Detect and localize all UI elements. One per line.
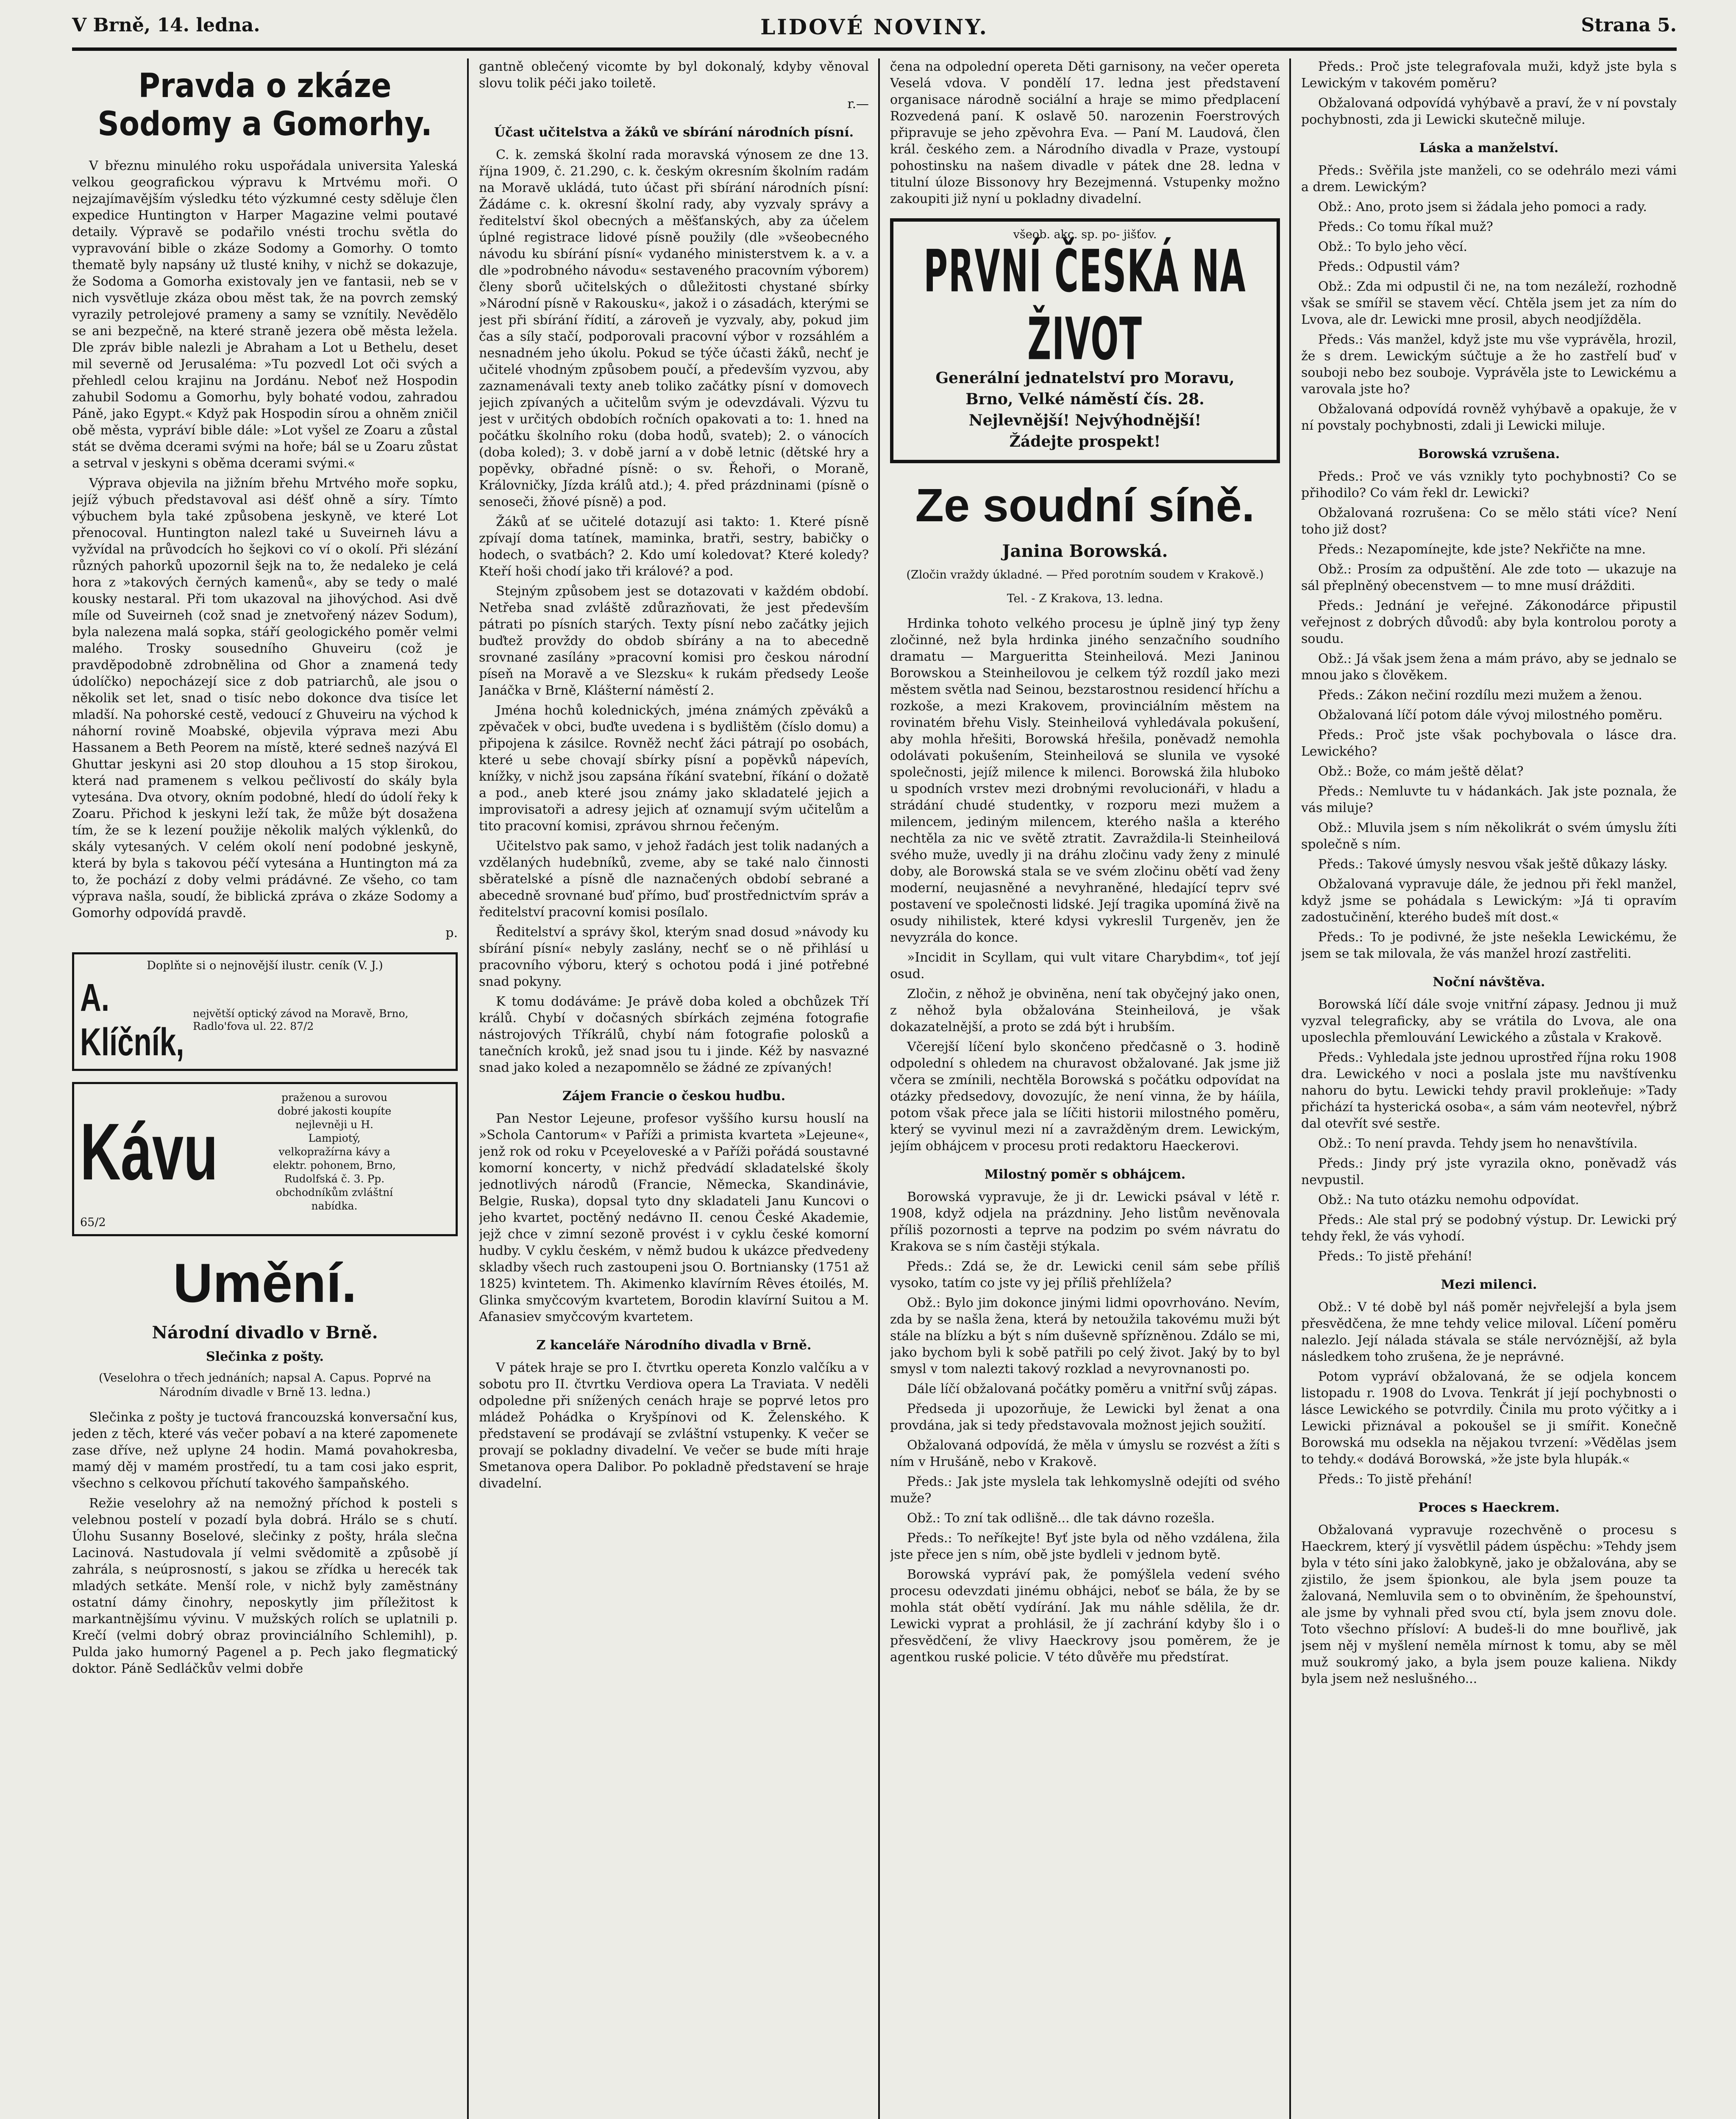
ad-text: největší optický závod na Moravě, Brno, Radlo'fova ul. 22. 87/2 (193, 1007, 409, 1032)
article-heading: Láska a manželství. (1419, 141, 1559, 156)
ad-line: Generální jednatelství pro Moravu, (935, 369, 1235, 387)
paragraph: V pátek hraje se pro I. čtvrtku opereta Konzlo valčíku a v sobotu pro II. čtvrtku Verdiova opera La Traviata. V neděli odpoledne při snížených cenách hraje se poprvé letos pro mládež Pohádka o Kryšpínovi od K. Želenského. K představení se prodávají se zvláštní vstupenky. K večer se provají se pokladny divadelní. Ve večer se bude míti hraje Smetanova opera Dalibor. Po pokladně představení se hraje divadelní. (479, 1360, 869, 1491)
column-1 (72, 58, 458, 2119)
column-4 (1301, 58, 1677, 2119)
paragraph: Borowská líčí dále svoje vnitřní zápasy. Jednou ji muž vyzval telegraficky, aby se vrátila do Lvova, ale ona uposlechla přemlouvání Lewického a zůstala v Krakově. (1301, 997, 1677, 1045)
ad-line: Nejlevnější! Nejvýhodnější! (968, 412, 1202, 429)
paragraph: C. k. zemská školní rada moravská výnosem ze dne 13. října 1909, č. 21.290, c. k. českým okresním školním radám na Moravě ukládá, tuto účast při sbírání národních písní: Žádáme c. k. okresní školní rady, aby vyzvaly správy a ředitelství škol obecných a měšťanských, aby za účelem úplné registrace lidové písně použily (dle »všeobecného návodu ku sbírání písní« vydaného ministerstvem k. a v. a dle »podrobného návodu« sestaveného pracovním výborem) členy sborů učitelských o důležitosti chystané sbírky »Národní písně v Rakousku«, jakož i o zásadách, kterými se jest při sbírání řídití, a zároveň je vyzvaly, aby, pokud jim čas a síly stačí, podporovali pracovní výbor v rozsáhlém a nesnadném jeho úkolu. Pokud se týče účasti žáků, nechť je učitelé vhodným způsobem poučí, a především vyzvou, aby zaznamenávali texty aneb toliko začátky písní v domovech jejich zpívaných a učitelům svým je odevzdávali. Výzvu tu jest v určitých obdobích ročních opakovati a to: 1. hned na počátku školního roku (doba hodů, svateb); 2. o vánocích (doba koled); 3. v době jarní a v době letnic (dětské hry a popěvky, obřadné písně: o sv. Řehoři, o Moraně, Královničky, Jízda králů atd.); 4. před prázdninami (písně o senoseči, žňové písně) a pod. (479, 147, 869, 509)
article-heading: Zájem Francie o českou hudbu. (562, 1089, 786, 1104)
paragraph: Režie veselohry až na nemožný příchod k posteli s velebnou postelí v pozadí byla dobrá. Hrálo se s chutí. Úlohu Susanny Boselové, slečinky z pošty, hrála slečna Lacinová. Nastudovala jí velmi svědomitě a způsobě jí zahrála, s neúprosností, s jakou se zřídka u herecék tak mladých setkáte. Menší role, v nichž byly zaměstnány ostatní dámy činohry, neposkytly jim příležitost k markantnějšímu vývinu. V mužských rolích se uplatnili p. Krečí (velmi dobrý obraz provinciálního Schlemihl), p. Pulda jako humorný Pagenel a p. Pech jako flegmatický doktor. Páně Sedláčkův velmi dobře (72, 1496, 458, 1676)
paragraph: Obžalovaná odpovídá rovněž vyhýbavě a opakuje, že v ní povstaly pochybnosti, zdali ji Lewicki miluje. (1301, 402, 1677, 433)
article-body (479, 147, 869, 1076)
signoff: p. (445, 926, 458, 940)
paragraph: Obžalovaná odpovídá vyhýbavě a praví, že v ní povstaly pochybnosti, zda ji Lewicki skutečně miluje. (1301, 96, 1677, 127)
article-heading: Z kanceláře Národního divadla v Brně. (536, 1338, 812, 1353)
paragraph: Předs.: Zdá se, že dr. Lewicki cenil sám sebe příliš vysoko, tatím co jste vy jej příliš přehlížela? (890, 1259, 1280, 1290)
paragraph: Obž.: Já však jsem žena a mám právo, aby se jednalo se mnou jako s člověkem. (1301, 651, 1677, 683)
paragraph: Předs.: To neříkejte! Byť jste byla od něho vzdálena, žila jste přece jen s ním, obě jste bydleli v jednom bytě. (890, 1531, 1280, 1562)
ad-kavu (72, 1082, 458, 1236)
column-3 (890, 58, 1280, 2119)
ad-code: 65/2 (80, 1216, 106, 1229)
ad-insurance (890, 218, 1280, 463)
play-note: (Veselohra o třech jednáních; napsal A. Capus. Poprvé na Národním divadle v Brně 13. ledna.) (98, 1371, 431, 1399)
article-heading: Mezi milenci. (1441, 1277, 1537, 1292)
paragraph: Stejným způsobem jest se dotazovati v každém období. Netřeba snad zvláště zdůrazňovati, že jest především pátrati po písních starých. Texty písní nebo začátky jejich buďtež provždy do obdob sbírány a na to abecedně srovnané zasílány »pracovní komisi pro českou národní píseň na Moravě a ve Slezsku« k rukám předsedy Leoše Janáčka v Brně, Klášterní náměstí 2. (479, 584, 869, 698)
paragraph: Obž.: Bylo jim dokonce jinými lidmi opovrhováno. Nevím, zda by se našla žena, která by netoužila takovému muži být stále na blízku a být s ním duševně spřízněnou. Zdálo se mi, jako bychom byli k sobě patřili po celý život. Jaký by to byl smysl v tom nalezti takový rozklad a nevyrovnanosti po. (890, 1296, 1280, 1377)
ad-text: praženou a surovou dobré jakosti koupíte nejlevněji u H. Lampiotý, velkopražírna kávy a elektr. pohonem, Brno, Rudolfská č. 3. Pp. obchodníkům zvláštní nabídka. (273, 1091, 396, 1212)
paragraph: Žáků ať se učitelé dotazují asi takto: 1. Které písně zpívají doma tatínek, maminka, bratři, sestry, babičky o hodech, o svatbách? 2. Kdo umí koledovat? Které koledy? Kteří hoši chodí jako tři králové? a pod. (479, 514, 869, 579)
article-heading: Milostný poměr s obhájcem. (984, 1167, 1186, 1182)
paragraph: Obž.: Na tuto otázku nemohu odpovídat. (1318, 1193, 1579, 1207)
signoff: r.— (847, 97, 869, 111)
paragraph: Předs.: Odpustil vám? (1318, 259, 1460, 274)
paragraph: Hrdinka tohoto velkého procesu je úplně jiný typ ženy zločinné, než byla hrdinka jiného senzačního soudního dramatu — Margueritta Steinheilová. Mezi Janinou Borowskou a Steinheilovou je celkem týž rozdíl jako mezi městem světla nad Seinou, bezstarostnou residencí hříchu a rozkoše, a mezi Krakovem, provinciálním městem na rovinatém břehu Visly. Steinheilová vyhledávala pokušení, aby mohla hřešiti, Borowská hřešila, poněvadž nemohla odolávati pokušením, Steinheilová se slunila ve vysoké společnosti, jejíž milence k milenci. Borowská žila hluboko u spodních vrstev mezi drobnými revolucionáři, v hladu a strádání chudé studentky, v rozporu mezi mužem a milencem, jediným milencem, kterého našla a kterého nechtěla za nic ve světě ztratit. Zavraždila-li Steinheilová svého muže, uvedly ji na dráhu zločinu vady ženy z minulé doby, ale Borowská stala se ve svém zločinu obětí vad ženy moderní, neujasněné a nevyhraněné, hledající teprv své postavení ve společnosti lidské. Její tragika upomíná živě na osudy nihilistek, které kdysi vykreslil Turgeněv, jen že nevyzrála do konce. (890, 616, 1280, 945)
continued-text: čena na odpolední opereta Děti garnisony, na večer opereta Veselá vdova. V pondělí 17. ledna jest představení organisace národně sociální a hraje se mimo předplacení Rozvedená paní. K oslavě 50. narozenin Foerstrových připravuje se jeho zpěvohra Eva. — Paní M. Laudová, člen král. českého zem. a Národního divadla v Praze, vystoupí pohostinsku na našem divadle v pátek dne 28. ledna v titulní úloze Bissonovy hry Bezejmenná. Vstupenky možno zakoupiti již nyní u pokladny divadelní. (890, 59, 1280, 206)
section-title: Umění. (173, 1252, 357, 1314)
paragraph: Předs.: Nemluvte tu v hádankách. Jak jste poznala, že vás miluje? (1301, 784, 1677, 815)
theatre-title: Národní divadlo v Brně. (152, 1323, 378, 1343)
paragraph: Obž.: V té době byl náš poměr nejvřelejší a byla jsem přesvědčena, že mne tehdy velice miloval. Líčení poměru nalezlo. Její nálada stávala se stále nervóznější, až byla následkem toho zrušena, že je neprávné. (1301, 1300, 1677, 1364)
masthead (72, 8, 1677, 51)
paragraph: Předs.: Zákon nečiní rozdílu mezi mužem a ženou. (1318, 688, 1642, 703)
paragraph: Předs.: Jak jste myslela tak lehkomyslně odejíti od svého muže? (890, 1474, 1280, 1506)
paragraph: »Incidit in Scyllam, qui vult vitare Charybdim«, toť její osud. (890, 950, 1280, 982)
paragraph: Obž.: To zní tak odlišně... dle tak dávno rozešla. (907, 1511, 1215, 1526)
paragraph: Předs.: Nezapomínejte, kde jste? Nekřičte na mne. (1318, 542, 1646, 557)
paragraph: Obžalovaná rozrušena: Co se mělo státi více? Není toho již dost? (1301, 506, 1677, 537)
article-body (890, 615, 1280, 1154)
paragraph: Předs.: Ale stal prý se podobný výstup. Dr. Lewicki prý tehdy řekl, že vás vyhodí. (1301, 1212, 1677, 1244)
article-heading: Noční návštěva. (1433, 975, 1545, 990)
paragraph: Zločin, z něhož je obviněna, není tak obyčejný jako onen, z něhož byla obžalována Steinheilová, je však dokazatelnější, a proto se zdá být i hrubším. (890, 987, 1280, 1034)
paragraph: Pan Nestor Lejeune, profesor vyššího kursu houslí na »Schola Cantorum« v Paříži a primista kvarteta »Lejeune«, jenž rok od roku v Pceyeloveské a v Paříži pořádá soustavné komorní koncerty, v nichž předvádí skladatelské školy jednotlivých národů (Francie, Německa, Skandinávie, Belgie, Ruska), dopsal tyto dny skladateli Janu Kuncovi o jeho kvartet, poctěný nedávno II. cenou České Akademie, jejž chce v zimní sezoně provést i v cyklu české komorní hudby. V cyklu českém, v němž budou k ukázce předvedeny skladby všech ruch zastoupeni jsou O. Bortniansky (1751 až 1825) kvintetem. Th. Akimenko klavírním Rêves étoilés, M. Glinka smyčcovým kvartetem, Borodin klavírní Suitou a M. Afanasiev smyčcovým kvartetem. (479, 1111, 869, 1324)
article-heading: Proces s Haeckrem. (1418, 1500, 1560, 1515)
column-rule (878, 58, 880, 2119)
paragraph: Obž.: Prosím za odpuštění. Ale zde toto — ukazuje na sál přeplněný obecenstvem — to mne musí drážditi. (1301, 562, 1677, 593)
column-rule (1289, 58, 1291, 2119)
ad-line: Brno, Velké náměstí čís. 28. (965, 390, 1205, 408)
paragraph: Obž.: Bože, co mám ještě dělat? (1318, 764, 1524, 779)
ad-top: všeob. akc. sp. po- jišťov. (1013, 228, 1157, 241)
article-body (1301, 1522, 1677, 1687)
play-title: Slečinka z pošty. (206, 1349, 324, 1364)
paragraph: V březnu minulého roku uspořádala universita Yaleská velkou geografickou výpravu k Mrtvému moři. O nejzajímavějším výsledku této výzkumné cesty sděluje člen expedice Huntington v Harper Magazine velmi poutavé detaily. Výpravě se podařilo vnésti trochu světla do vypravování bible o zkáze Sodomy a Gomorhy. O tomto thematě byly napsány už tlusté knihy, v nichž se dokazuje, že Sodoma a Gomorha existovaly jen ve fantasii, neb se v nich vysvětluje zkáza obou měst tak, že na povrch zemský vyrazily petrolejové prameny a samy se vznítily. Nevědělo se ani bezpečně, na které straně jezera obě města ležela. Dle zpráv bible nalezli je Abraham a Lot u Bethelu, deset mil severně od Jerusaléma: »Tu pozvedl Lot oči svých a přehledl celou krajinu na Jordánu. Neboť než Hospodin zahubil Sodomu a Gomorhu, byly bohaté vodou, zahradou Páně, jako Egypt.« Když pak Hospodin sírou a ohněm zničil obě města, vypráví bible dále: »Lot vyšel ze Zoaru a zůstal stát se dvěma dcerami svými na hoře; bál se u Zoaru zůstat a setrval v jeskyni s oběma dcerami svými.« (72, 159, 458, 471)
paragraph: Obžalovaná vypravuje dále, že jednou při řekl manžel, když jsme se pohádala s Lewickým: »Já ti opravím zadostučinění, kterého budeš mít dost.« (1301, 877, 1677, 925)
ad-brand: A. Klíčník, (80, 976, 184, 1064)
paragraph: Potom vypráví obžalovaná, že se odjela koncem listopadu r. 1908 do Lvova. Tenkrát jí její pochybnosti o lásce Lewického se potvrdily. Činila mu proto výčitky a i Lewicki přiznával a pokoušel se ji smířit. Konečně Borowská mu odsekla na nějakou tvrzení: »Vědělas jsem to tehdy.« dodává Borowská, »že jste byla hlupák.« (1301, 1369, 1677, 1467)
paragraph: Jména hochů kolednických, jména známých zpěváků a zpěvaček v obci, buďte uvedena i s bydlištěm (číslo domu) a připojena k zásilce. Rovněž nechť žáci pátrají po osobách, které u sebe chovají sbírky písní a popěvků nápevích, knížky, v nichž jsou zapsána říkání svatební, říkání o dožatě a pod., aneb které jsou známy jako skladatelé jejich a improvisatoři a adresy jejich ať oznamují svým učitelům a tito pracovní komisi, zprávou shrnou řečeným. (479, 703, 869, 834)
paragraph: Předs.: To jistě přehání! (1318, 1249, 1473, 1264)
paragraph: Obžalovaná vypravuje rozechvěně o procesu s Haeckrem, který jí vysvětlil pádem úspěchu: »Tehdy jsem byla v této síni jako žalobkyně, jako je obžalována, aby se zjistilo, že jsem špionkou, ale byla jsem pouze ta žalovaná, Nemluvila sem o to obviněním, že špehounství, ale jsme by vyhnali před svou ctí, byla jsem znovu dole. Toto všechno přísloví: A budeš-li do mne bouřlivě, jak jsem něj v myšlení neměla mírnost k tomu, aby se měl muž soukromý jako, a byla jsem pouze kaliena. Nikdy byla jsem než neslušného... (1301, 1523, 1677, 1686)
case-note: (Zločin vraždy úkladné. — Před porotním soudem v Krakově.) (906, 568, 1264, 581)
masthead-date: V Brně, 14. ledna. (72, 14, 260, 36)
article-heading: Borowská vzrušena. (1418, 447, 1560, 462)
ad-klicnik (72, 952, 458, 1071)
paragraph: Předs.: To je podivné, že jste nešekla Lewickému, že jsem se tak milovala, že vás manžel hrozí zastřeliti. (1301, 930, 1677, 961)
article-body (1301, 996, 1677, 1265)
paragraph: Obžalovaná líčí potom dále vývoj milostného poměru. (1318, 708, 1663, 723)
masthead-page: Strana 5. (1581, 14, 1677, 36)
article-body (479, 1110, 869, 1325)
paragraph: K tomu dodáváme: Je právě doba koled a obchůzek Tří králů. Chybí v dočasných sbírkách zejména fotografie nástrojových Tříkrálů, chybí nám fotografie polosků a tanečních kroků, jež snad jsou tu i jinde. Kéž by nasvazné snad jako koled a nezapomnělo se žádné ze zpívaných! (479, 994, 869, 1075)
paragraph: Výprava objevila na jižním břehu Mrtvého moře sopku, jejíž výbuch představoval asi déšť ohně a síry. Tímto výbuchem byla také způsobena jeskyně, ve které Lot přenocoval. Huntington nalezl také u Suveirneh lávu a vyžvídal na průvodcích ho šejkovi co ví o okolí. Při slézání různých pahorků upozornil šejk na to, že nedaleko je celá hora z »takových černých kamenů«, aby se tedy o malé kousky nestaral. Při tom ukazoval na jihovýchod. Asi dvě míle od Suveirneh (což snad je znetvořený název Sodum), byla nalezena malá sopka, stáří geologického poměr velmi malého. Trosky sousedního Ghuveiru (což je pravděpodobně zdrobnělina od Ghor a znamená tedy údolíčko) nepocházejí sice z dob patriarchů, ale jsou o několik set let, snad o tisíc nebo dokonce dva tisíce let mladší. Na pohorské cestě, vedoucí z Ghuveiru na východ k náhorní rovině Moabské, objevila výprava mezi Abu Hassanem a Beth Peorem na místě, které sedneš nazývá El Ghuttar jeskyni asi 20 stop dlouhou a 15 stop širokou, která nad pramenem s velkou pečlivostí do skály byla vytesána. Dva otvory, okním podobné, hledí do údolí řeky k Zoaru. Přichod k jeskyni leží tak, že může být dosažena tím, že se k lezení použije několik malých výklenků, do skály vytesaných. V celém okolí není podobné jeskyně, která by byla s takovou péčí vytesána a Huntington má za to, že pochází z doby velmi prádávné. Ze všeho, co tam výprava našla, soudí, že biblická zpráva o zkáze Sodomy a Gomorhy odpovídá pravdě. (72, 476, 458, 920)
paragraph: Předs.: Proč ve vás vznikly tyto pochybnosti? Co se přihodilo? Co vám řekl dr. Lewicki? (1301, 469, 1677, 501)
paragraph: Předs.: Vyhledala jste jednou uprostřed října roku 1908 dra. Lewického v noci a poslala jste mu navštívenku nahoru do bytu. Lewicki tehdy pravil prokleňuje: »Tady přichází ta hysterická osoba«, a sám vám neotevřel, nýbrž dal otevřít své sestře. (1301, 1050, 1677, 1131)
paragraph: Předs.: Proč jste telegrafovala muži, když jste byla s Lewickým v takovém poměru? (1301, 59, 1677, 91)
column-rule (467, 58, 469, 2119)
paragraph: Včerejší líčení bylo skončeno předčasně o 3. hodině odpolední s ohledem na churavost obžalované. Jak jsme již včera se zmínili, nechtěla Borowská s počátku odpovídat na otázky předsedovy, dovozujíc, že není vinna, že by háíila, potom však přece jala se líčiti historii milostného poměru, který se vyvinul mezi ní a zavražděným drem. Lewickým, jejím obhájcem v procesu proti redaktoru Haeckerovi. (890, 1040, 1280, 1154)
paragraph: Obž.: Mluvila jsem s ním několikrát o svém úmyslu žíti společně s ním. (1301, 820, 1677, 852)
article-body (72, 158, 458, 921)
article-body (890, 1189, 1280, 1666)
ad-brand: Kávu (80, 1107, 218, 1197)
column-2 (479, 58, 869, 2119)
paragraph: Předs.: Jindy prý jste vyrazila okno, poněvadž vás nevpustil. (1301, 1156, 1677, 1187)
paragraph: Předs.: Co tomu říkal muž? (1318, 220, 1493, 234)
paragraph: Borowská vypráví pak, že pomýšlela vedení svého procesu odevzdati jinému obhájci, neboť se bála, že by se mohla stát obětí vydírání. Jak mu náhle sdělila, že dr. Lewicki vyprat a prohlásil, že jí zachrání kdyby šlo i o přesvědčení, že vlivy Haeckrovy jsou poměrem, že je agentkou ruské policie. V této důvěře mu předstírat. (890, 1567, 1280, 1665)
article-body (479, 1360, 869, 1492)
paragraph: Obžalovaná odpovídá, že měla v úmyslu se rozvést a žíti s ním v Hrušáně, nebo v Krakově. (890, 1438, 1280, 1469)
paragraph: Borowská vypravuje, že ji dr. Lewicki psával v létě r. 1908, když odjela na prázdniny. Jeho listům nevěnovala příliš pozornosti a teprve na podzim po svém návratu do Krakova se s ním častěji stýkala. (890, 1190, 1280, 1254)
paragraph: Slečinka z pošty je tuctová francouzská konversační kus, jeden z těch, které vás večer pobaví a na které zapomenete zase dříve, než uplyne 24 hodin. Mamá povahokresba, mamý děj v mamém prostředí, tu a tam cosi jako esprit, všechno s celkovou příchutí takového šampaňského. (72, 1410, 458, 1491)
paragraph: Předs.: Jednání je veřejné. Zákonodárce připustil veřejnost z dobrých důvodů: aby byla kontrolou poroty a soudu. (1301, 598, 1677, 646)
paragraph: Předs.: Takové úmysly nesvou však ještě důkazy lásky. (1318, 857, 1668, 872)
paragraph: Učitelstvo pak samo, v jehož řadách jest tolik nadaných a vzdělaných hudebníků, zveme, aby se také nalo činnosti sběratelské a písně dle naznačených období sebrané a abecedně srovnané buď přímo, buď prostřednictvím správ a ředitelství pracovní komisi posílalo. (479, 839, 869, 920)
paragraph: Obž.: To není pravda. Tehdy jsem ho nenavštívila. (1318, 1136, 1638, 1151)
paragraph: Předs.: Svěřila jste manželi, co se odehrálo mezi vámi a drem. Lewickým? (1301, 163, 1677, 195)
article-body (1301, 1299, 1677, 1488)
article-body (1301, 468, 1677, 962)
paragraph: Předs.: To jistě přehání! (1318, 1472, 1473, 1487)
paragraph: Obž.: To bylo jeho věcí. (1318, 239, 1468, 254)
paragraph: Obž.: Zda mi odpustil či ne, na tom nezáleží, rozhodně však se smířil se stavem věcí. Chtěla jsem jet za ním do Lvova, ale dr. Lewicki mne prosil, abych neodjížděla. (1301, 279, 1677, 327)
continued-text: gantně oblečený vicomte by byl dokonalý, kdyby věnoval slovu tolik péči jako toiletě. (479, 59, 869, 91)
article-body (1301, 162, 1677, 434)
ad-intro: Doplňte si o nejnovější ilustr. ceník (V. J.) (147, 959, 383, 972)
case-title: Janina Borowská. (1002, 541, 1168, 561)
paragraph: Ředitelství a správy škol, kterým snad dosud »návody ku sbírání písní« nebyly zaslány, nechť se o ně přihlásí u pracovního výboru, který s ochotou podá i jiné potřebné snad pokyny. (479, 925, 869, 989)
ad-brand: PRVNÍ ČESKÁ NA ŽIVOT (924, 238, 1246, 373)
review-body (72, 1409, 458, 1677)
dateline: Tel. - Z Krakova, 13. ledna. (1007, 592, 1163, 605)
paragraph: Předseda ji upozorňuje, že Lewicki byl ženat a ona provdána, jak si tedy představovala možnost jejich soužití. (890, 1402, 1280, 1433)
paragraph: Obž.: Ano, proto jsem si žádala jeho pomoci a rady. (1318, 200, 1647, 214)
columns (72, 51, 1677, 2119)
paragraph: Předs.: Vás manžel, když jste mu vše vyprávěla, hrozil, že s drem. Lewickým súčtuje a že ho zastřelí buď v souboji nebo bez souboje. Vyprávěla jste to Lewickému a varovala jste ho? (1301, 332, 1677, 397)
ad-line: Žádejte prospekt! (1009, 433, 1161, 450)
article-heading: Účast učitelstva a žáků ve sbírání národních písní. (494, 125, 854, 140)
section-title: Ze soudní síně. (915, 479, 1255, 531)
article-body (1301, 58, 1677, 128)
masthead-title: LIDOVÉ NOVINY. (760, 14, 988, 39)
article-title: Pravda o zkáze Sodomy a Gomorhy. (97, 67, 432, 143)
paragraph: Dále líčí obžalovaná počátky poměru a vnitřní svůj zápas. (907, 1382, 1277, 1396)
paragraph: Předs.: Proč jste však pochybovala o lásce dra. Lewického? (1301, 728, 1677, 759)
